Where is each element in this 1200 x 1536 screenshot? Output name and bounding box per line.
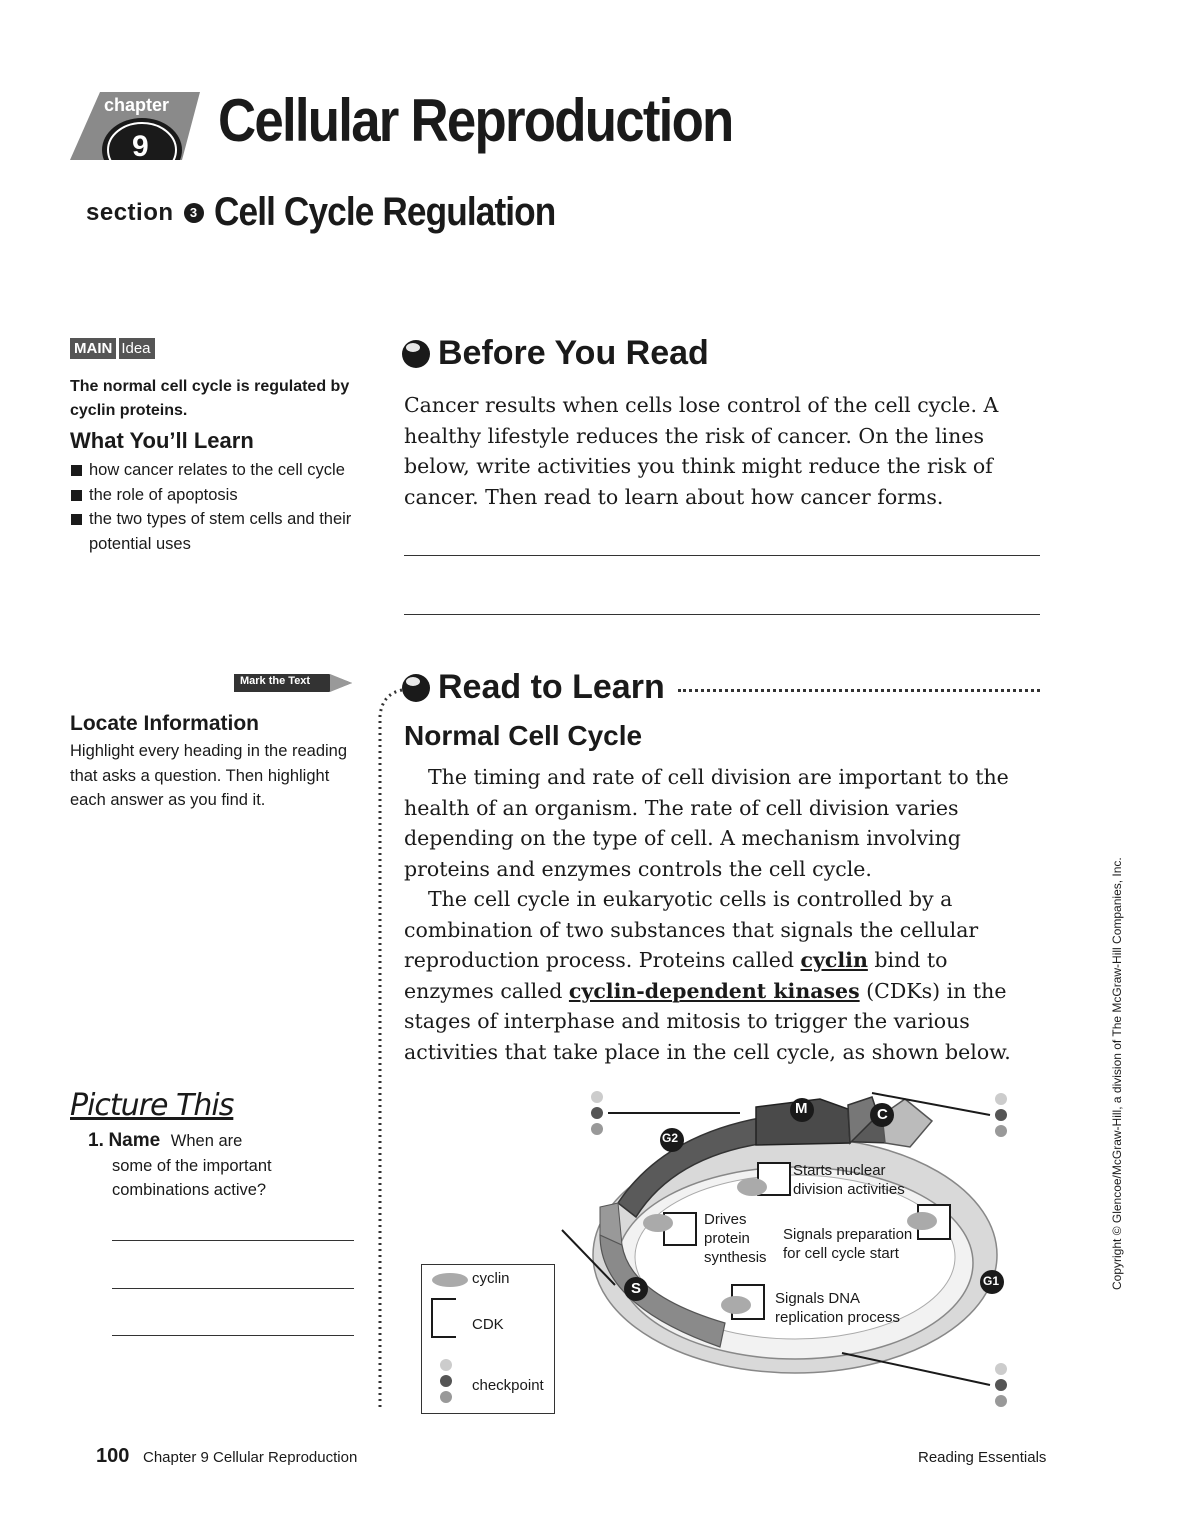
paragraph-2-part-c: (CDKs) in the stages of interphase and mitosis to trigger the various activities that take place in the cell cycle, as shown below.	[404, 978, 1011, 1064]
footer-chapter: Chapter 9 Cellular Reproduction	[143, 1449, 358, 1466]
section-number: 3	[184, 203, 204, 223]
list-item: the two types of stem cells and their potential uses	[70, 507, 355, 556]
write-line-1[interactable]	[404, 555, 1040, 556]
picture-this-heading: Picture This	[70, 1088, 234, 1123]
heading-bullet-icon	[402, 340, 430, 368]
main-idea-tag-main: MAIN	[70, 338, 116, 359]
label-nuclear-division: Starts nuclear division activities	[793, 1162, 905, 1198]
paragraph-1: The timing and rate of cell division are important to the health of an organism. The rate of cell division varies depending on the type of cell. A mechanism involving proteins and enzymes controls the cell cycle.	[404, 765, 1009, 881]
heading-rule	[678, 689, 1040, 692]
heading-bullet-icon	[402, 674, 430, 702]
before-you-read-text: Cancer results when cells lose control of the cell cycle. A healthy lifestyle reduces the risk of cancer. On the lines below, write activities you think might reduce the risk of cancer. Then read to learn about how cancer forms.	[404, 393, 999, 509]
question-text-start: When are	[170, 1132, 243, 1150]
write-line-2[interactable]	[404, 614, 1040, 615]
section-title: Cell Cycle Regulation	[213, 190, 555, 234]
section-word: section	[86, 198, 174, 226]
checkpoint-icon	[995, 1093, 1007, 1137]
page-number: 100	[96, 1445, 130, 1467]
legend-cdk: CDK	[472, 1316, 504, 1333]
read-to-learn-title: Read to Learn	[438, 668, 665, 706]
before-you-read-title: Before You Read	[438, 334, 709, 372]
phase-c-label: C	[877, 1106, 888, 1123]
paragraph-2-part-b: bind to enzymes called	[404, 948, 948, 1003]
question-command: Name	[108, 1130, 161, 1151]
before-you-read-heading	[402, 334, 709, 373]
locate-information-heading: Locate Information	[70, 712, 260, 735]
main-idea-tag	[70, 338, 155, 359]
question-text-rest: some of the important combinations active?	[112, 1156, 272, 1199]
phase-s-label: S	[631, 1280, 642, 1297]
vocab-cdk: cyclin-dependent kinases	[568, 978, 860, 1003]
answer-line-3[interactable]	[112, 1335, 354, 1336]
paragraph-2-part-a: The cell cycle in eukaryotic cells is controlled by a combination of two substances that signals the cellular reproduction process. Proteins called	[404, 887, 979, 972]
locate-information-text: Highlight every heading in the reading that asks a question. Then highlight each answer as you find it.	[70, 742, 348, 809]
what-youll-learn-heading: What You’ll Learn	[70, 428, 254, 453]
list-item: how cancer relates to the cell cycle	[70, 458, 355, 483]
cdk-swatch	[432, 1299, 456, 1337]
phase-g1-label: G1	[983, 1274, 1000, 1288]
phase-g2-label: G2	[662, 1131, 679, 1145]
chapter-number: 9	[132, 130, 149, 163]
vocab-cyclin: cyclin	[800, 948, 868, 972]
list-item: the role of apoptosis	[70, 483, 355, 508]
checkpoint-icon	[591, 1091, 603, 1135]
read-to-learn-heading	[402, 668, 665, 707]
margin-dotted-connector	[372, 676, 406, 1416]
main-idea-text: The normal cell cycle is regulated by cyclin proteins.	[70, 378, 350, 419]
legend-checkpoint: checkpoint	[472, 1377, 544, 1394]
question-number: 1.	[88, 1130, 104, 1151]
chapter-word: chapter	[104, 95, 170, 115]
label-cycle-start: Signals preparation for cell cycle start	[783, 1226, 913, 1262]
copyright-notice: Copyright © Glencoe/McGraw-Hill, a division of The McGraw-Hill Companies, Inc.	[1110, 857, 1124, 1290]
section-heading	[86, 190, 602, 235]
cyclin-swatch	[432, 1273, 468, 1287]
legend-cyclin: cyclin	[472, 1270, 510, 1287]
legend-swatches	[426, 1271, 472, 1409]
learn-list	[70, 458, 355, 556]
normal-cell-cycle-heading: Normal Cell Cycle	[404, 720, 643, 751]
label-protein-synthesis: Drives protein synthesis	[704, 1211, 767, 1266]
mark-the-text-label: Mark the Text	[240, 675, 311, 687]
footer-book: Reading Essentials	[918, 1449, 1047, 1466]
checkpoint-icon	[995, 1363, 1007, 1407]
answer-line-2[interactable]	[112, 1288, 354, 1289]
paragraph-2	[404, 884, 1029, 1067]
phase-m-label: M	[795, 1100, 808, 1117]
answer-line-1[interactable]	[112, 1240, 354, 1241]
label-dna-replication: Signals DNA replication process	[775, 1290, 901, 1326]
diagram-legend	[421, 1264, 555, 1414]
main-idea-tag-idea: Idea	[116, 338, 154, 359]
page-title: Cellular Reproduction	[218, 87, 733, 154]
question-1	[88, 1129, 348, 1203]
